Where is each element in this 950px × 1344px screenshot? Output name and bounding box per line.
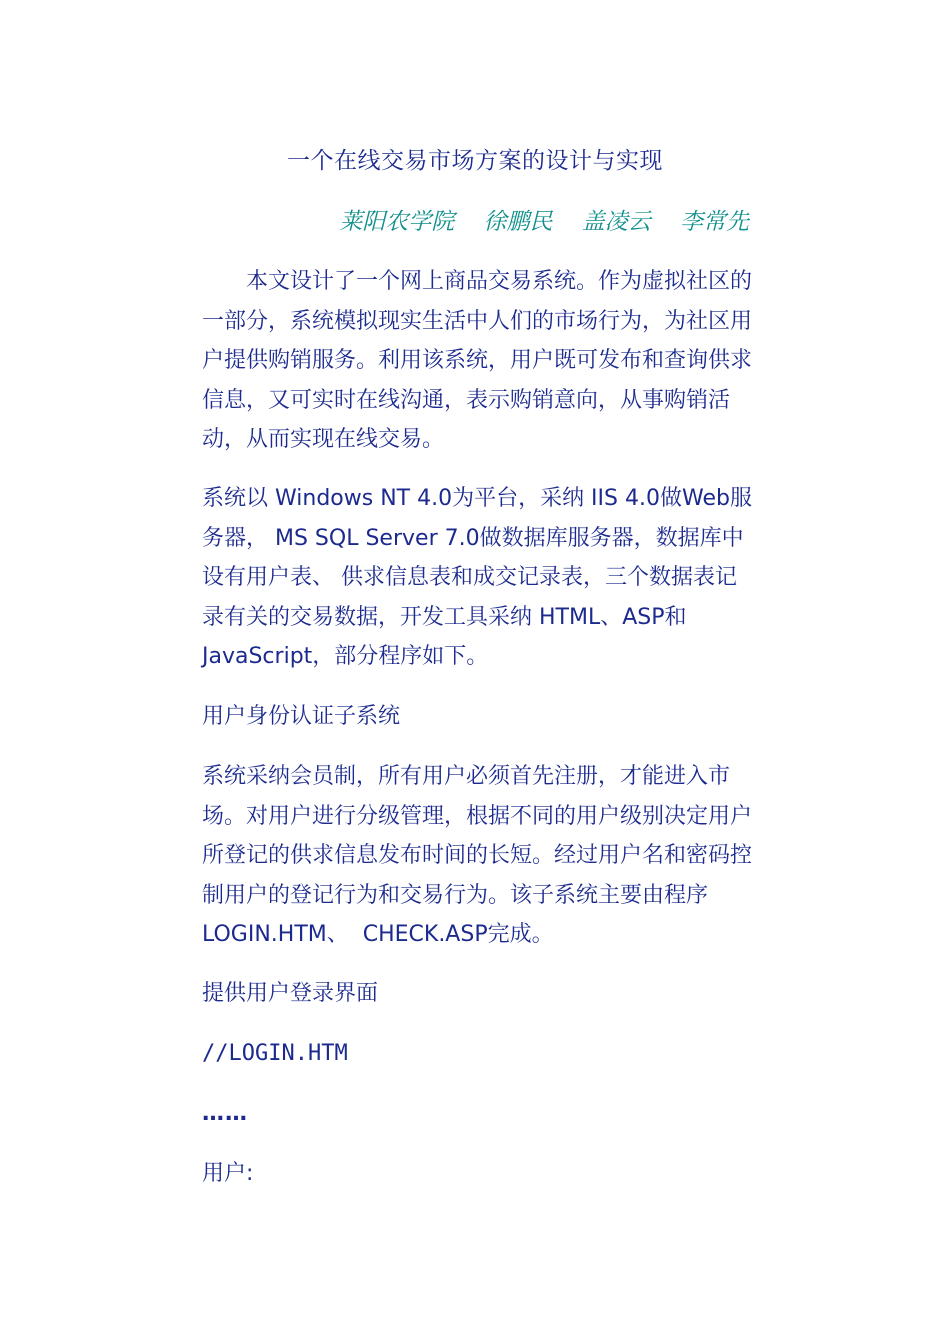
user-label: 用户: [202,1161,254,1186]
ellipsis-line: …… [202,1101,248,1126]
document-title: 一个在线交易市场方案的设计与实现 [287,148,663,174]
author-line: 莱阳农学院 徐鹏民 盖凌云 李常先 [339,209,749,235]
paragraph-intro: 本文设计了一个网上商品交易系统。作为虚拟社区的一部分，系统模拟现实生活中人们的市场行为，为社区用户提供购销服务。利用该系统，用户既可发布和查询供求信息，又可实时在线沟通，表示购销意向，从事购销活动，从而实现在线交易。 [202,269,753,452]
paragraph-platform: 系统以 Windows NT 4.0为平台，采纳 IIS 4.0做Web服务器， MS SQL Server 7.0做数据库服务器，数据库中设有用户表、 供求信息表和成交记录表，三个数据表记录有关的交易数据，开发工具采纳 HTML、ASP和 JavaScript，部分程序如下。 [202,486,752,669]
paragraph-auth: 系统采纳会员制，所有用户必须首先注册，才能进入市场。对用户进行分级管理，根据不同的用户级别决定用户所登记的供求信息发布时间的长短。经过用户名和密码控制用户的登记行为和交易行为。该子系统主要由程序 LOGIN.HTM、 CHECK.ASP完成。 [202,764,753,947]
code-comment-login: //LOGIN.HTM [202,1041,348,1066]
section-heading-auth: 用户身份认证子系统 [202,704,401,729]
subheading-login-ui: 提供用户登录界面 [202,981,379,1006]
